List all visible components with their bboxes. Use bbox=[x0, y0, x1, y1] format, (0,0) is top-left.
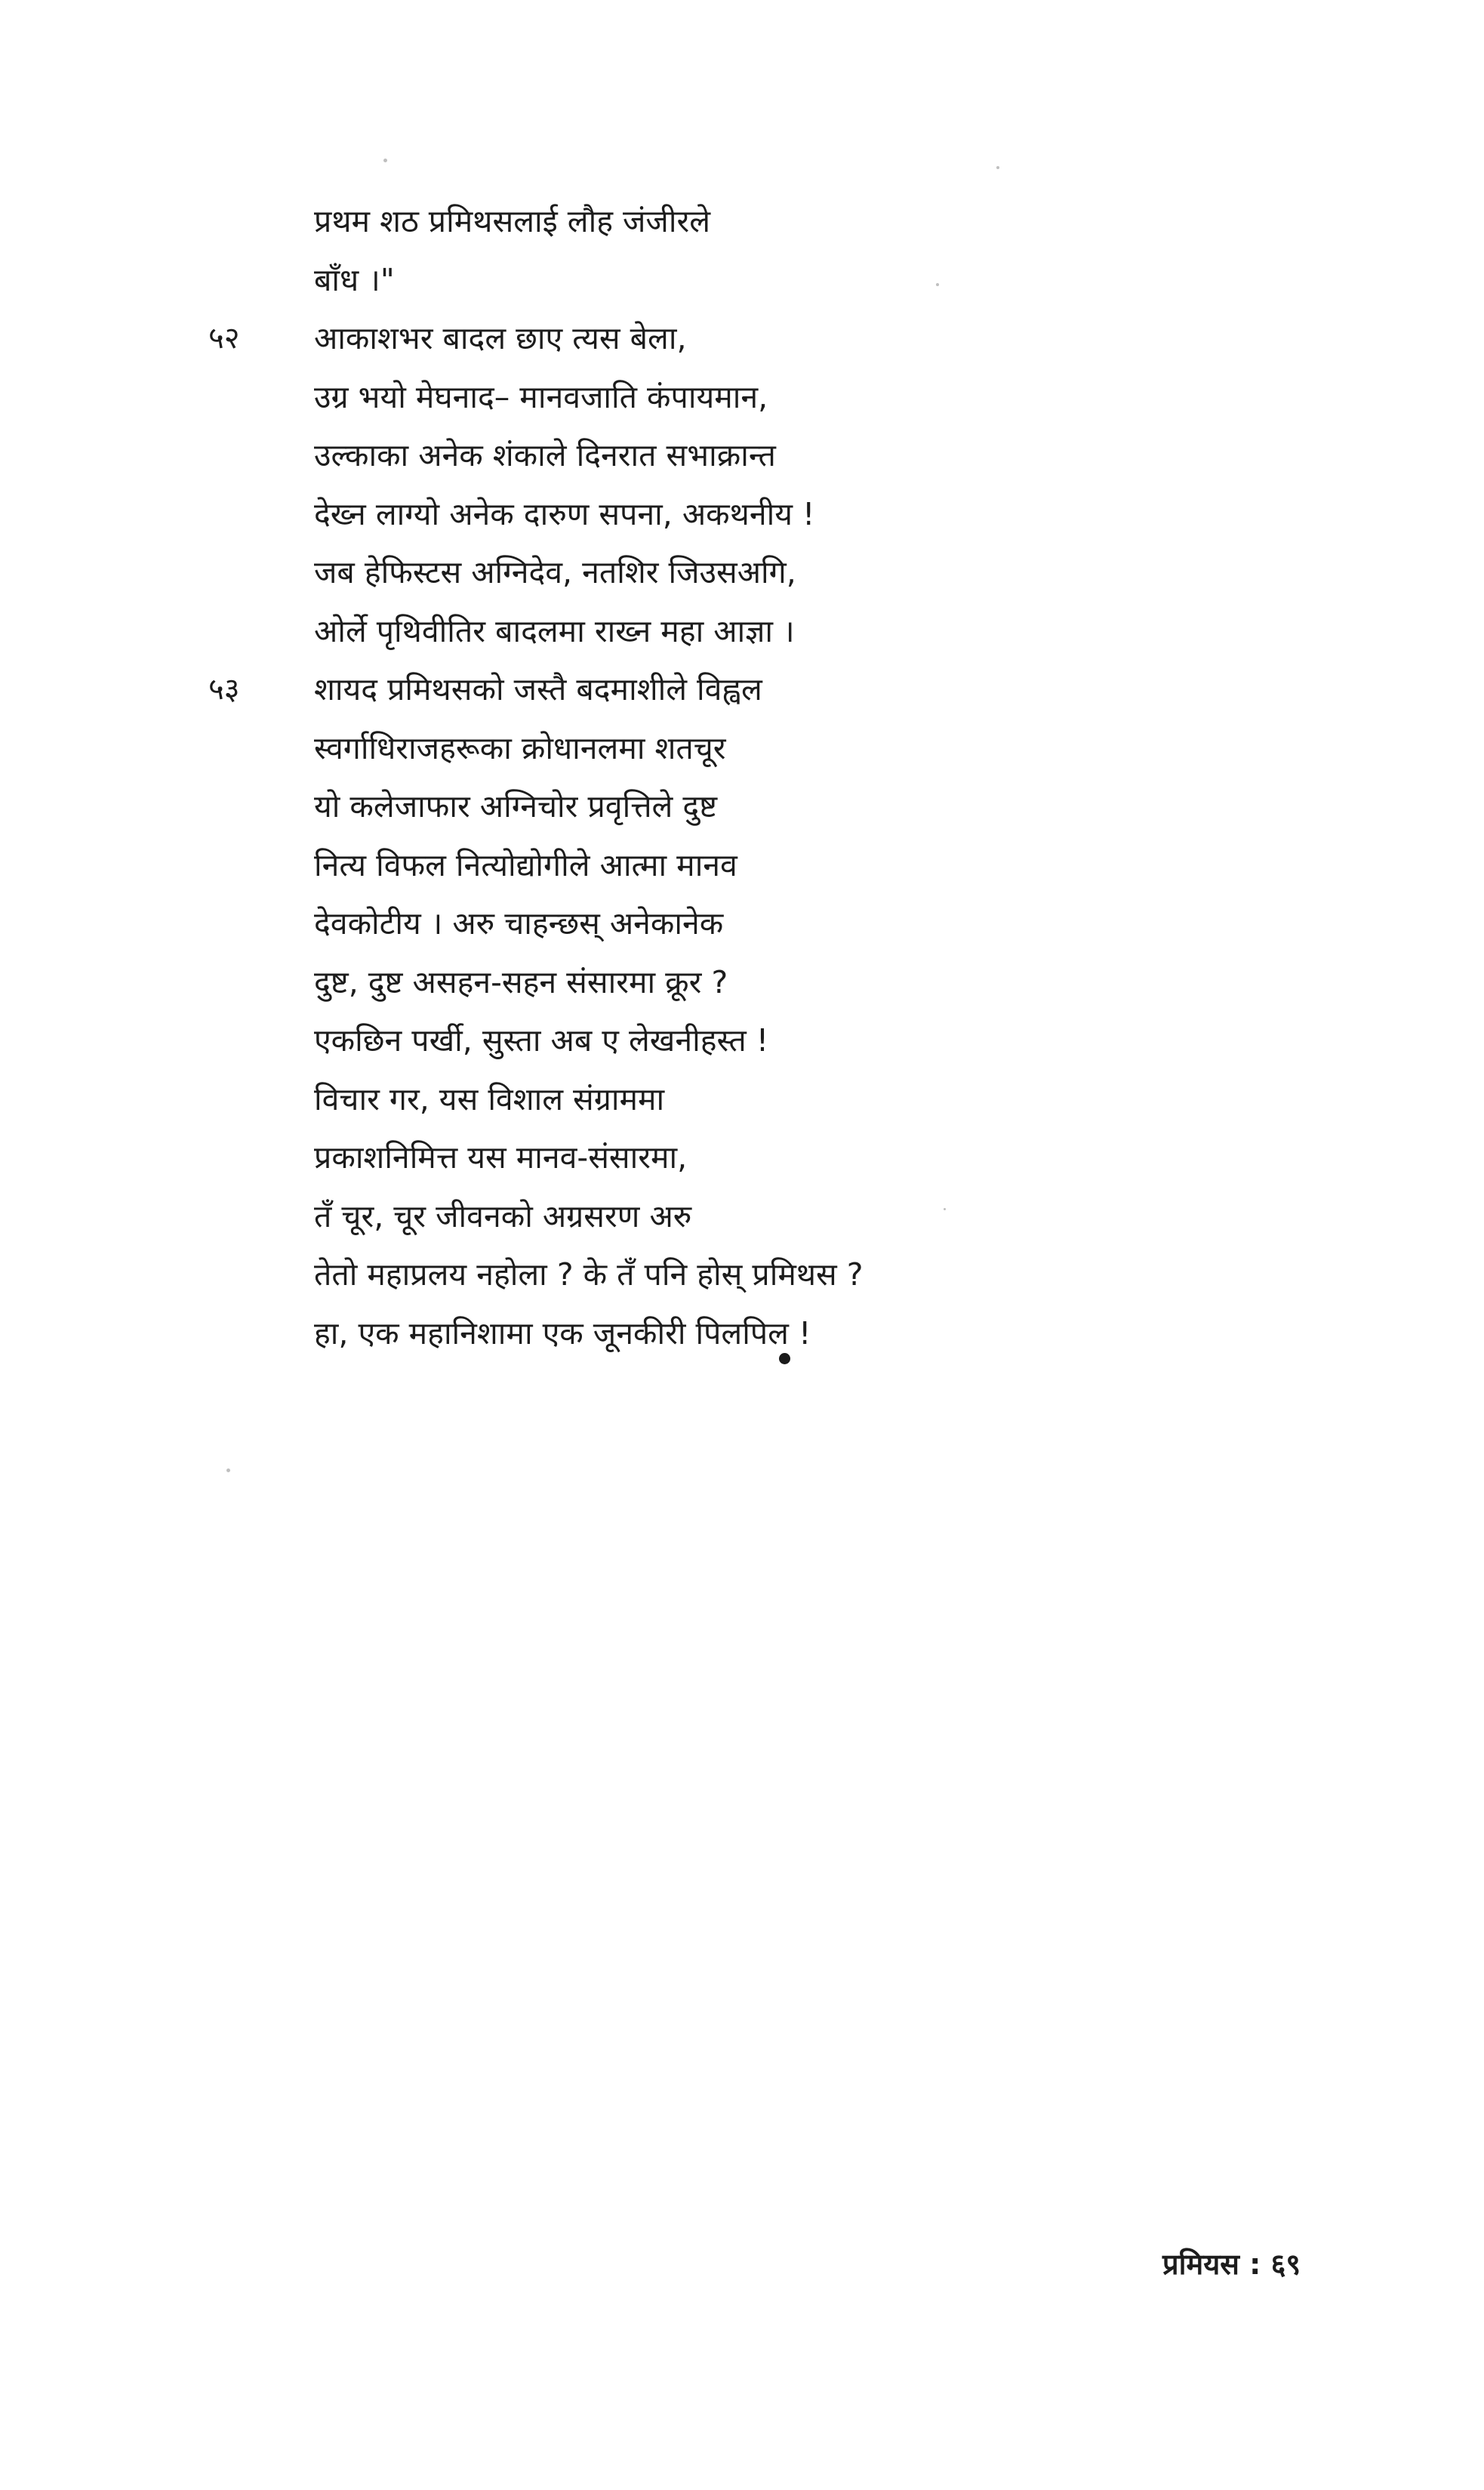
poem-block bbox=[208, 193, 1114, 1363]
scan-speck bbox=[226, 1468, 230, 1472]
poem-line-text: देख्न लाग्यो अनेक दारुण सपना, अकथनीय ! bbox=[314, 495, 815, 532]
poem-line bbox=[208, 837, 1114, 895]
poem-line bbox=[208, 368, 1114, 427]
poem-line-text: शायद प्रमिथसको जस्तै बदमाशीले विह्वल bbox=[314, 671, 762, 707]
poem-line-text: एकछिन पर्खी, सुस्ता अब ए लेखनीहस्त ! bbox=[314, 1022, 769, 1059]
poem-line-text: विचार गर, यस विशाल संग्राममा bbox=[314, 1080, 665, 1117]
poem-line bbox=[208, 602, 1114, 661]
poem-line bbox=[208, 1246, 1114, 1305]
poem-line-text: जब हेफिस्टस अग्निदेव, नतशिर जिउसअगि, bbox=[314, 554, 796, 590]
poem-line-text: तँ चूर, चूर जीवनको अग्रसरण अरु bbox=[314, 1197, 692, 1234]
poem-line-text: बाँध ।" bbox=[314, 261, 395, 298]
poem-line-text: देवकोटीय । अरु चाहन्छस् अनेकानेक bbox=[314, 905, 724, 941]
poem-line bbox=[208, 1129, 1114, 1188]
poem-line bbox=[208, 1188, 1114, 1247]
stanza-number: ५२ bbox=[208, 321, 240, 356]
scan-speck bbox=[383, 159, 387, 162]
poem-line bbox=[208, 251, 1114, 310]
poem-line bbox=[208, 778, 1114, 837]
stanza-number: ५३ bbox=[208, 672, 240, 707]
poem-line bbox=[208, 427, 1114, 485]
running-footer: प्रमियस : ६९ bbox=[1162, 2248, 1301, 2281]
poem-line-text: यो कलेजाफार अग्निचोर प्रवृत्तिले दुष्ट bbox=[314, 788, 718, 824]
poem-line-text: हा, एक महानिशामा एक जूनकीरी पिलपिल ! bbox=[314, 1314, 811, 1351]
poem-line-text: आकाशभर बादल छाए त्यस बेला, bbox=[314, 320, 687, 356]
poem-line-text: स्वर्गाधिराजहरूका क्रोधानलमा शतचूर bbox=[314, 729, 726, 766]
poem-line-text: उग्र भयो मेघनाद– मानवजाति कंपायमान, bbox=[314, 378, 768, 415]
poem-line bbox=[208, 1012, 1114, 1071]
poem-line bbox=[208, 1071, 1114, 1129]
section-end-dot bbox=[779, 1353, 790, 1364]
poem-line bbox=[208, 193, 1114, 251]
poem-line-text: नित्य विफल नित्योद्योगीले आत्मा मानव bbox=[314, 846, 737, 883]
poem-line-text: दुष्ट, दुष्ट असहन-सहन संसारमा क्रूर ? bbox=[314, 963, 728, 1000]
poem-line-text: ओर्ले पृथिवीतिर बादलमा राख्न महा आज्ञा । bbox=[314, 612, 795, 649]
poem-line bbox=[208, 1305, 1114, 1364]
poem-line bbox=[208, 954, 1114, 1012]
poem-line bbox=[208, 720, 1114, 778]
scan-speck bbox=[996, 166, 999, 169]
poem-line bbox=[208, 485, 1114, 544]
poem-line bbox=[208, 661, 1114, 720]
poem-line-text: प्रथम शठ प्रमिथसलाई लौह जंजीरले bbox=[314, 203, 711, 239]
poem-line bbox=[208, 544, 1114, 602]
poem-line-text: उल्काका अनेक शंकाले दिनरात सभाक्रान्त bbox=[314, 437, 776, 473]
poem-line-text: प्रकाशनिमित्त यस मानव-संसारमा, bbox=[314, 1139, 688, 1176]
poem-line bbox=[208, 895, 1114, 954]
poem-line-text: तेतो महाप्रलय नहोला ? के तँ पनि होस् प्रमिथस ? bbox=[314, 1256, 864, 1293]
poem-line bbox=[208, 310, 1114, 368]
